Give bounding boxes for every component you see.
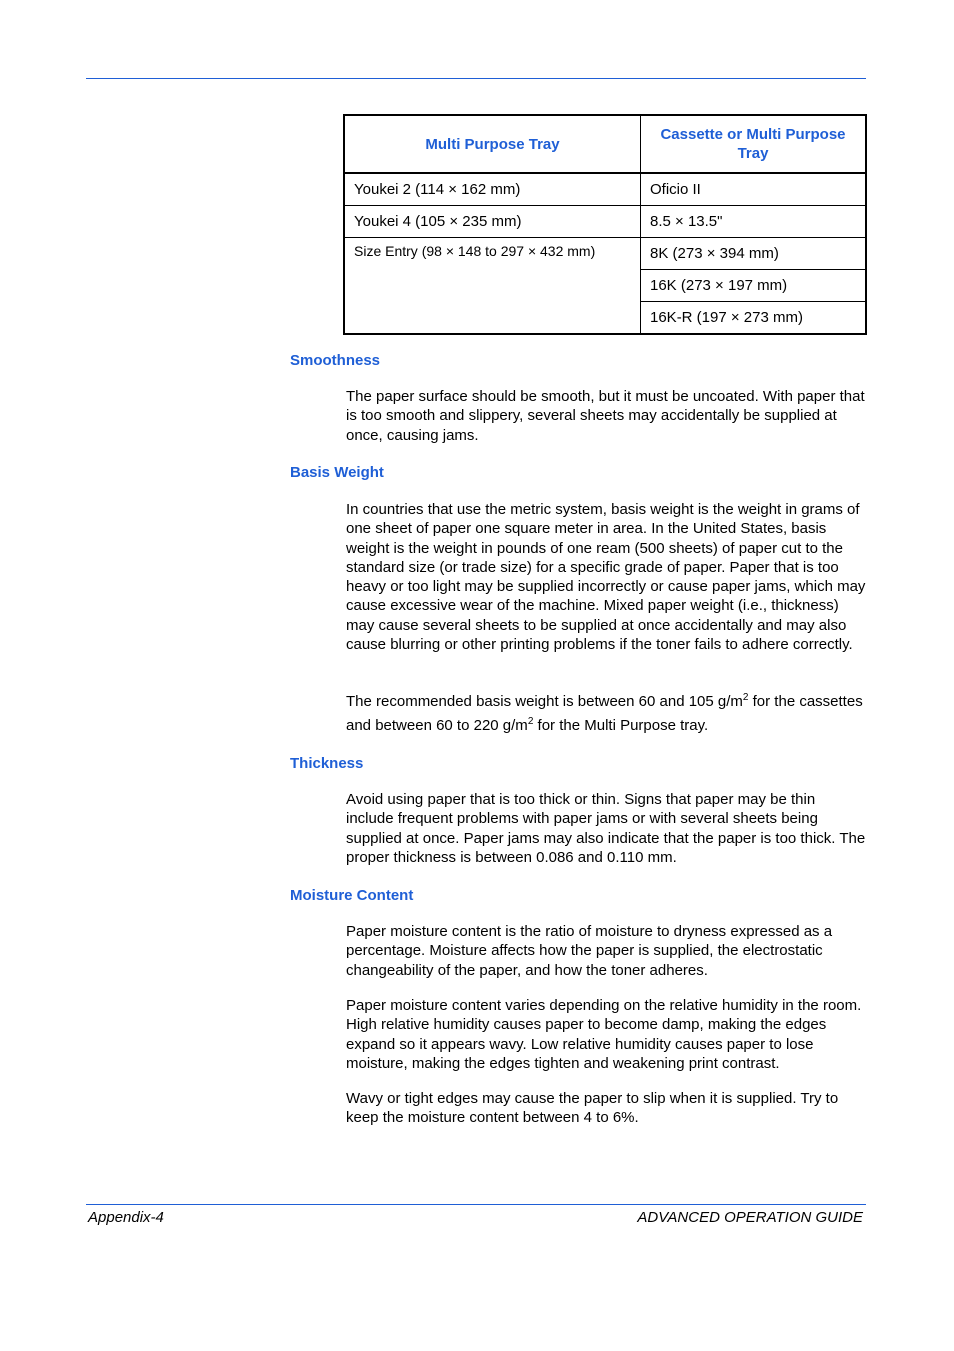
section-heading-thickness: Thickness <box>290 755 364 772</box>
basis-weight-paragraph-1: In countries that use the metric system, basis weight is the weight in grams of one sheet of paper one square meter in area. In the United States, basis weight is the weight in pounds of one ream (500 sheets) of paper cut to the standard size (or trade size) for a specific grade of paper. Paper that is too heavy or too light may be supplied incorrectly or cause paper jams, which may cause excessive wear of the machine. Mixed paper weight (i.e., thickness) may cause several sheets to be supplied at once accidentally and may also cause blurring or other printing problems if the toner fails to adhere correctly. <box>346 501 866 654</box>
table-header-cell: Cassette or Multi Purpose Tray <box>641 115 867 173</box>
paper-size-table <box>343 114 867 335</box>
moisture-paragraph-2: Paper moisture content varies depending on the relative humidity in the room. High relative humidity causes paper to become damp, making the edges expand so it appears wavy. Low relative humidity causes paper to lose moisture, making the edges tighten and weakening print contrast. <box>346 997 862 1072</box>
basis-weight-text: for the Multi Purpose tray. <box>533 717 709 734</box>
footer-rule <box>86 1204 866 1205</box>
basis-weight-text: The recommended basis weight is between 60 and 105 g/m <box>346 693 743 710</box>
footer-guide-title: ADVANCED OPERATION GUIDE <box>637 1209 863 1226</box>
section-heading-smoothness: Smoothness <box>290 352 381 369</box>
superscript: 2 <box>742 692 749 703</box>
section-heading-basis-weight: Basis Weight <box>290 464 384 481</box>
moisture-paragraph-3: Wavy or tight edges may cause the paper to slip when it is supplied. Try to keep the moisture content between 4 to 6%. <box>346 1090 839 1127</box>
smoothness-paragraph: The paper surface should be smooth, but it must be uncoated. With paper that is too smooth and slippery, several sheets may accidentally be supplied at once, causing jams. <box>346 388 865 444</box>
table-cell: 16K (273 × 197 mm) <box>641 270 867 302</box>
table-cell: 8K (273 × 394 mm) <box>641 238 867 270</box>
section-heading-moisture-content: Moisture Content <box>290 887 414 904</box>
table-header-cell: Multi Purpose Tray <box>344 115 641 173</box>
table-cell: Oficio II <box>641 173 867 206</box>
table-row <box>344 173 866 206</box>
thickness-paragraph: Avoid using paper that is too thick or thin. Signs that paper may be thin include frequent problems with paper jams or with several sheets being supplied at once. Paper jams may also indicate that the paper is too thick. The proper thickness is between 0.086 and 0.110 mm. <box>346 791 866 866</box>
table-header-row <box>344 115 866 173</box>
table-cell: 8.5 × 13.5" <box>641 206 867 238</box>
footer-page-number: Appendix-4 <box>88 1209 164 1226</box>
table-row <box>344 238 866 270</box>
table-cell: 16K-R (197 × 273 mm) <box>641 302 867 335</box>
basis-weight-paragraph-2 <box>346 690 866 738</box>
table-row <box>344 206 866 238</box>
basis-weight-text: for the cassettes and between 60 to 220 g/m <box>346 693 863 734</box>
superscript: 2 <box>527 716 534 727</box>
header-rule <box>86 78 866 79</box>
table-cell: Youkei 4 (105 × 235 mm) <box>344 206 641 238</box>
table-cell: Youkei 2 (114 × 162 mm) <box>344 173 641 206</box>
moisture-paragraph-1: Paper moisture content is the ratio of moisture to dryness expressed as a percentage. Moisture affects how the paper is supplied, the electrostatic changeability of the paper, and how the toner adheres. <box>346 923 833 979</box>
table-cell: Size Entry (98 × 148 to 297 × 432 mm) <box>344 238 641 335</box>
